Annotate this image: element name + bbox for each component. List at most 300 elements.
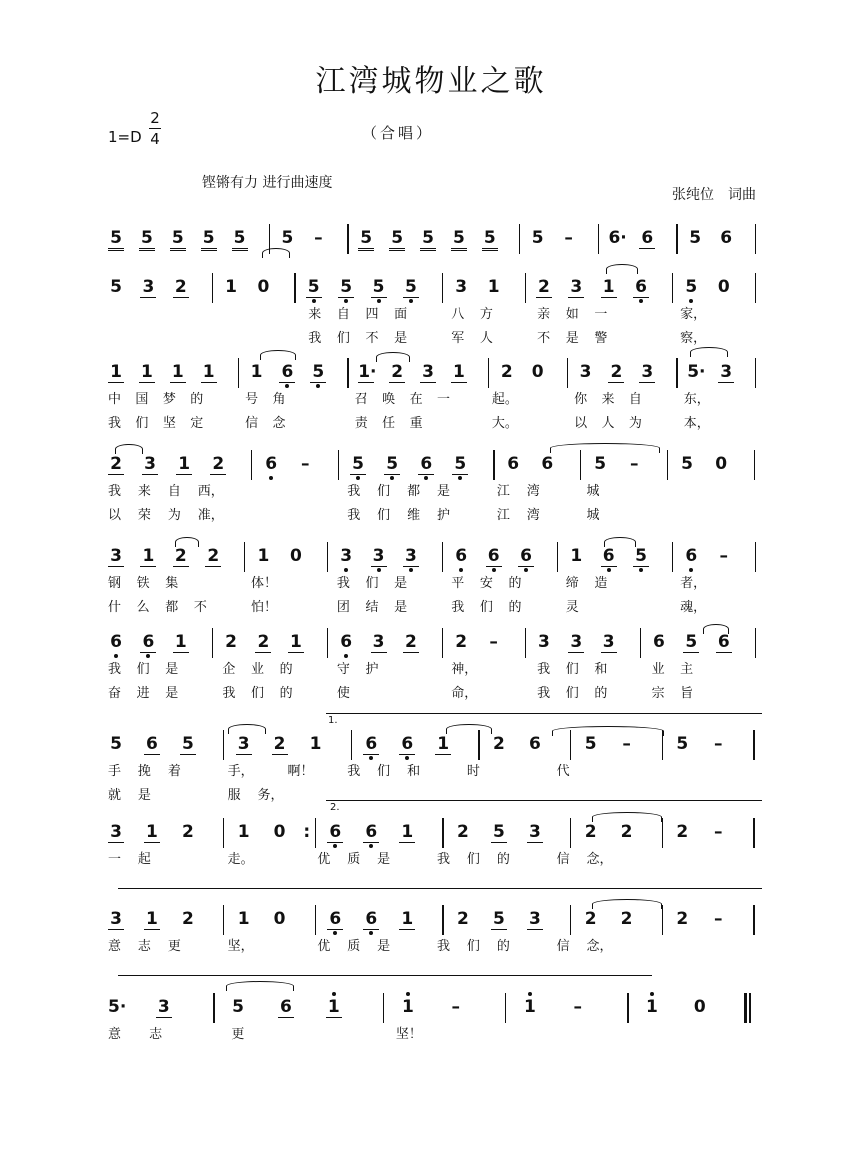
volta-1-label: 1. (328, 715, 338, 726)
lyric-syllable: 念 (272, 416, 286, 431)
barline (755, 273, 756, 303)
lyric-syllable: 自 (167, 484, 181, 499)
note: 5 (683, 632, 699, 653)
lyric-syllable: 念， (586, 939, 613, 954)
lyric-syllable: 城 (586, 508, 600, 523)
note: 6 (716, 632, 732, 653)
note: 1 (570, 546, 583, 566)
lyric-syllable: 的 (279, 686, 293, 701)
note: 1 (435, 734, 451, 755)
note: 1 (201, 362, 217, 383)
barline (212, 628, 213, 658)
lyric-syllable: 务， (257, 788, 284, 803)
note: 2 (173, 546, 189, 567)
lyric-syllable: 起。 (491, 392, 518, 407)
note: 5 (371, 277, 387, 298)
note: 1 (309, 734, 322, 754)
barline (749, 993, 750, 1023)
note: – (314, 228, 323, 248)
note: 5 (683, 277, 699, 297)
lyric-syllable: 的 (508, 576, 522, 591)
note: 0 (715, 454, 728, 474)
repeat-sign: : (303, 822, 311, 842)
lyric-syllable: 一 (437, 392, 451, 407)
note: 6 (108, 632, 124, 652)
note: – (629, 454, 639, 474)
time-signature (148, 108, 162, 149)
lyric-syllable: 者， (680, 576, 707, 591)
note: 2 (620, 822, 633, 842)
barline (251, 450, 252, 480)
lyric-syllable: 护 (437, 508, 451, 523)
note: 5 (310, 362, 326, 383)
lyric-syllable: 怕！ (251, 600, 278, 615)
lyric-syllable: 我 (537, 686, 551, 701)
note: 1 (326, 997, 342, 1018)
barline (662, 905, 663, 935)
note: 3 (236, 734, 252, 755)
barline (238, 358, 239, 388)
lyric-syllable: 使 (336, 686, 350, 701)
lyric-syllable: 唤 (382, 392, 396, 407)
lyric-syllable: 我 (108, 416, 122, 431)
slur (260, 350, 296, 360)
barline (478, 730, 479, 760)
lyric-syllable: 集 (165, 576, 179, 591)
barline (213, 993, 214, 1023)
lyric-syllable: 们 (377, 508, 391, 523)
lyric-syllable: 是 (394, 576, 408, 591)
barline (519, 224, 520, 254)
note: 1 (225, 277, 237, 297)
lyric-syllable: 宗 (651, 686, 665, 701)
note: 5 (420, 228, 436, 251)
note: 5 (232, 228, 248, 251)
lyric-syllable: 我 (437, 852, 451, 867)
note: 2 (181, 822, 194, 842)
barline (580, 450, 581, 480)
slur (690, 347, 728, 357)
note: 2 (620, 909, 633, 929)
note: 1 (399, 822, 415, 843)
note: 1 (139, 362, 155, 383)
lyric-syllable: 角 (272, 392, 286, 407)
note: 0 (289, 546, 302, 566)
note: 5 (108, 228, 124, 251)
lyric-syllable: 体！ (251, 576, 278, 591)
note: 2 (389, 362, 405, 383)
lyric-syllable: 更 (231, 1027, 245, 1042)
slur (592, 812, 662, 822)
note: 5 (491, 822, 507, 843)
lyric-syllable: 都 (407, 484, 421, 499)
lyric-syllable: 定 (190, 416, 204, 431)
lyric-syllable: 主 (680, 662, 694, 677)
lyric-syllable: 号 (245, 392, 259, 407)
note: 5 (110, 277, 122, 297)
lyric-syllable: 我 (108, 484, 122, 499)
note: 5 (452, 454, 468, 475)
note: 1 (170, 362, 186, 383)
lyric-syllable: 灵 (565, 600, 579, 615)
barline (347, 224, 348, 254)
note: 2 (181, 909, 194, 929)
lyric-syllable: 挽 (137, 764, 151, 779)
lyric-syllable: 平 (451, 576, 465, 591)
note: 5 (232, 997, 244, 1017)
note: 3 (403, 546, 419, 567)
lyric-syllable: 是 (377, 939, 391, 954)
note: 1 (400, 997, 416, 1017)
note: 1 (108, 362, 124, 383)
lyric-syllable: 信 (556, 852, 570, 867)
note: 5 (201, 228, 217, 251)
note: 2 (403, 632, 419, 653)
note: 6 (720, 228, 733, 248)
lyric-syllable: 亲 (537, 307, 551, 322)
barline (755, 542, 756, 572)
lyric-syllable: 企 (222, 662, 236, 677)
note: – (714, 822, 723, 842)
note: 3 (108, 546, 124, 567)
note: 5 (338, 277, 354, 298)
lyric-syllable: 你 (574, 392, 588, 407)
lyric-syllable: 的 (508, 600, 522, 615)
barline (223, 905, 224, 935)
note: 2 (205, 546, 221, 567)
note: 6· (608, 228, 627, 248)
note: – (300, 454, 310, 474)
note: 5 (681, 454, 693, 474)
lyric-syllable: 服 (227, 788, 241, 803)
note: 2 (255, 632, 271, 653)
barline (351, 730, 352, 760)
note: 1 (237, 909, 250, 929)
barline (676, 358, 677, 388)
volta-line (118, 888, 762, 889)
note: 1 (237, 822, 250, 842)
lyric-syllable: 一 (108, 852, 122, 867)
lyric-syllable: 为 (628, 416, 642, 431)
lyric-syllable: 我 (222, 686, 236, 701)
note: 2 (210, 454, 226, 475)
lyric-syllable: 进 (136, 686, 150, 701)
lyric-syllable: 走。 (227, 852, 254, 867)
barline (338, 450, 339, 480)
lyric-syllable: 神， (451, 662, 478, 677)
barline (442, 818, 443, 848)
lyric-syllable: 和 (594, 662, 608, 677)
barline (488, 358, 489, 388)
lyric-syllable: 质 (347, 939, 361, 954)
note: 5 (358, 228, 374, 251)
lyric-syllable: 我 (347, 484, 361, 499)
lyric-syllable: 起 (137, 852, 151, 867)
lyric-syllable: 们 (565, 662, 579, 677)
note: 6 (639, 228, 655, 249)
barline (315, 818, 316, 848)
barline (672, 542, 673, 572)
lyric-syllable: 意 (108, 939, 122, 954)
barline (315, 905, 316, 935)
note: – (564, 228, 573, 248)
lyric-syllable: 们 (466, 939, 480, 954)
note: 3 (527, 909, 543, 930)
slur (552, 726, 664, 736)
barline (244, 542, 245, 572)
lyric-syllable: 的 (496, 939, 510, 954)
lyric-syllable: 念， (586, 852, 613, 867)
barline (327, 628, 328, 658)
lyric-syllable: 一 (594, 307, 608, 322)
note: 0 (257, 277, 270, 297)
lyric-syllable: 们 (136, 662, 150, 677)
note: 6 (518, 546, 534, 567)
lyric-syllable: 和 (407, 764, 421, 779)
lyric-syllable: 八 (451, 307, 465, 322)
note: 1 (451, 362, 467, 383)
lyric-syllable: 大。 (491, 416, 518, 431)
lyric-syllable: 的 (190, 392, 204, 407)
note: 1 (144, 909, 160, 930)
barline (753, 905, 754, 935)
barline (557, 542, 558, 572)
lyric-syllable: 就 (108, 788, 122, 803)
lyric-syllable: 我 (347, 764, 361, 779)
barline (525, 273, 526, 303)
lyric-syllable: 时 (466, 764, 480, 779)
lyric-syllable: 方 (479, 307, 493, 322)
note: – (622, 734, 631, 754)
lyric-syllable: 优 (317, 852, 331, 867)
lyric-syllable: 的 (279, 662, 293, 677)
lyric-syllable: 本， (683, 416, 710, 431)
note: 1 (140, 546, 156, 567)
note: 6 (144, 734, 160, 755)
note: 5 (531, 228, 544, 248)
note: 3 (527, 822, 543, 843)
lyric-syllable: 团 (336, 600, 350, 615)
lyric-syllable: 信 (556, 939, 570, 954)
note: 3 (455, 277, 468, 297)
barline (442, 273, 443, 303)
lyric-syllable: 们 (365, 576, 379, 591)
lyric-syllable: 不 (537, 331, 551, 346)
lyric-syllable: 手， (227, 764, 254, 779)
lyric-syllable: 么 (136, 600, 150, 615)
note: 3 (537, 632, 550, 652)
note: 1 (173, 632, 189, 653)
lyric-syllable: 是 (137, 788, 151, 803)
author-credit: 张纯位 词曲 (672, 187, 756, 203)
note: 2 (455, 632, 468, 652)
lyric-syllable: 质 (347, 852, 361, 867)
lyric-syllable: 不 (365, 331, 379, 346)
lyric-syllable: 的 (496, 852, 510, 867)
lyric-syllable: 湾 (526, 508, 540, 523)
lyric-syllable: 梦 (162, 392, 176, 407)
barline (442, 628, 443, 658)
lyric-syllable: 缔 (565, 576, 579, 591)
barline (570, 818, 571, 848)
note: 2 (536, 277, 552, 298)
note: 6 (418, 454, 434, 475)
note: 5 (451, 228, 467, 251)
slur (446, 724, 492, 734)
note: – (451, 997, 461, 1017)
note: 6 (278, 997, 294, 1018)
barline (640, 628, 641, 658)
lyric-syllable: 优 (317, 939, 331, 954)
note: 2 (457, 822, 469, 842)
note: 5 (676, 734, 689, 754)
time-bottom: 4 (150, 130, 160, 148)
slur (606, 264, 638, 274)
lyric-syllable: 来 (601, 392, 615, 407)
lyric-syllable: 魂， (680, 600, 707, 615)
lyric-syllable: 们 (466, 852, 480, 867)
note: 5 (281, 228, 294, 248)
time-top: 2 (150, 109, 160, 127)
note: 3 (568, 632, 584, 653)
note: 2 (676, 822, 689, 842)
lyric-syllable: 面 (394, 307, 408, 322)
lyric-syllable: 军 (451, 331, 465, 346)
lyric-syllable: 任 (382, 416, 396, 431)
barline (347, 358, 348, 388)
note: 5· (687, 362, 706, 382)
note: 1 (399, 909, 415, 930)
volta-2-label: 2. (330, 802, 340, 813)
note: 6 (279, 362, 295, 383)
lyric-syllable: 东， (683, 392, 710, 407)
lyric-syllable: 们 (251, 686, 265, 701)
lyric-syllable: 我 (347, 508, 361, 523)
lyric-syllable: 是 (377, 852, 391, 867)
note: 3 (579, 362, 592, 382)
lyric-syllable: 奋 (108, 686, 122, 701)
barline (505, 993, 506, 1023)
note: 3 (601, 632, 617, 653)
slur (592, 899, 662, 909)
note: 6 (633, 277, 649, 298)
barline (662, 818, 663, 848)
lyric-syllable: 钢 (108, 576, 122, 591)
lyric-syllable: 我 (451, 600, 465, 615)
note: 2 (225, 632, 237, 652)
lyric-syllable: 城 (586, 484, 600, 499)
note: 2 (500, 362, 513, 382)
lyric-syllable: 安 (479, 576, 493, 591)
note: 6 (263, 454, 279, 474)
lyric-syllable: 江 (496, 508, 510, 523)
lyric-syllable: 代 (556, 764, 570, 779)
lyric-syllable: 命， (451, 686, 478, 701)
note: 5 (403, 277, 419, 298)
note: 5 (350, 454, 366, 475)
barline (223, 730, 224, 760)
barline (676, 224, 677, 254)
lyric-syllable: 更 (167, 939, 181, 954)
note: 5 (389, 228, 405, 251)
note: 6 (338, 632, 354, 652)
lyric-syllable: 警 (594, 331, 608, 346)
note: 6 (399, 734, 415, 755)
barline (223, 818, 224, 848)
barline (755, 628, 756, 658)
note: 5 (139, 228, 155, 251)
lyric-syllable: 自 (628, 392, 642, 407)
lyric-syllable: 啊！ (287, 764, 314, 779)
note: 1 (644, 997, 660, 1017)
lyric-syllable: 是 (165, 686, 179, 701)
barline (567, 358, 568, 388)
note: – (489, 632, 498, 652)
note: 2 (493, 734, 505, 754)
barline (493, 450, 494, 480)
lyric-syllable: 着 (167, 764, 181, 779)
lyric-syllable: 四 (365, 307, 379, 322)
slur (703, 624, 729, 634)
note: 5 (384, 454, 400, 475)
note: – (573, 997, 583, 1017)
note: 2 (584, 822, 597, 842)
note: 3 (142, 454, 158, 475)
slur (228, 724, 266, 734)
barline (667, 450, 668, 480)
note: 5· (108, 997, 127, 1017)
note: 3 (140, 277, 156, 298)
lyric-syllable: 人 (601, 416, 615, 431)
note: – (714, 909, 723, 929)
lyric-syllable: 人 (479, 331, 493, 346)
lyric-syllable: 来 (137, 484, 151, 499)
note: 1 (601, 277, 617, 298)
note: 6 (363, 909, 379, 930)
lyric-syllable: 信 (245, 416, 259, 431)
lyric-syllable: 都 (165, 600, 179, 615)
barline (383, 993, 384, 1023)
note: 0 (273, 909, 286, 929)
lyric-syllable: 我 (336, 576, 350, 591)
note: 1 (176, 454, 192, 475)
lyric-syllable: 家， (680, 307, 707, 322)
barline (525, 628, 526, 658)
lyric-syllable: 是 (437, 484, 451, 499)
lyric-syllable: 造 (594, 576, 608, 591)
lyric-syllable: 是 (394, 331, 408, 346)
barline (212, 273, 213, 303)
slur (175, 537, 199, 547)
slur (550, 443, 660, 453)
barline (327, 542, 328, 572)
note: 1 (288, 632, 304, 653)
lyric-syllable: 如 (565, 307, 579, 322)
lyric-syllable: 业 (251, 662, 265, 677)
volta-line (326, 800, 762, 801)
lyric-syllable: 国 (135, 392, 149, 407)
note: 3 (108, 909, 124, 930)
lyric-syllable: 坚！ (395, 1027, 422, 1042)
note: 1 (144, 822, 160, 843)
lyric-syllable: 为 (167, 508, 181, 523)
lyric-syllable: 不 (193, 600, 207, 615)
barline (753, 730, 754, 760)
note: 3 (156, 997, 172, 1018)
note: 0 (531, 362, 544, 382)
note: 5 (689, 228, 702, 248)
key-signature: 1=D (108, 128, 142, 146)
